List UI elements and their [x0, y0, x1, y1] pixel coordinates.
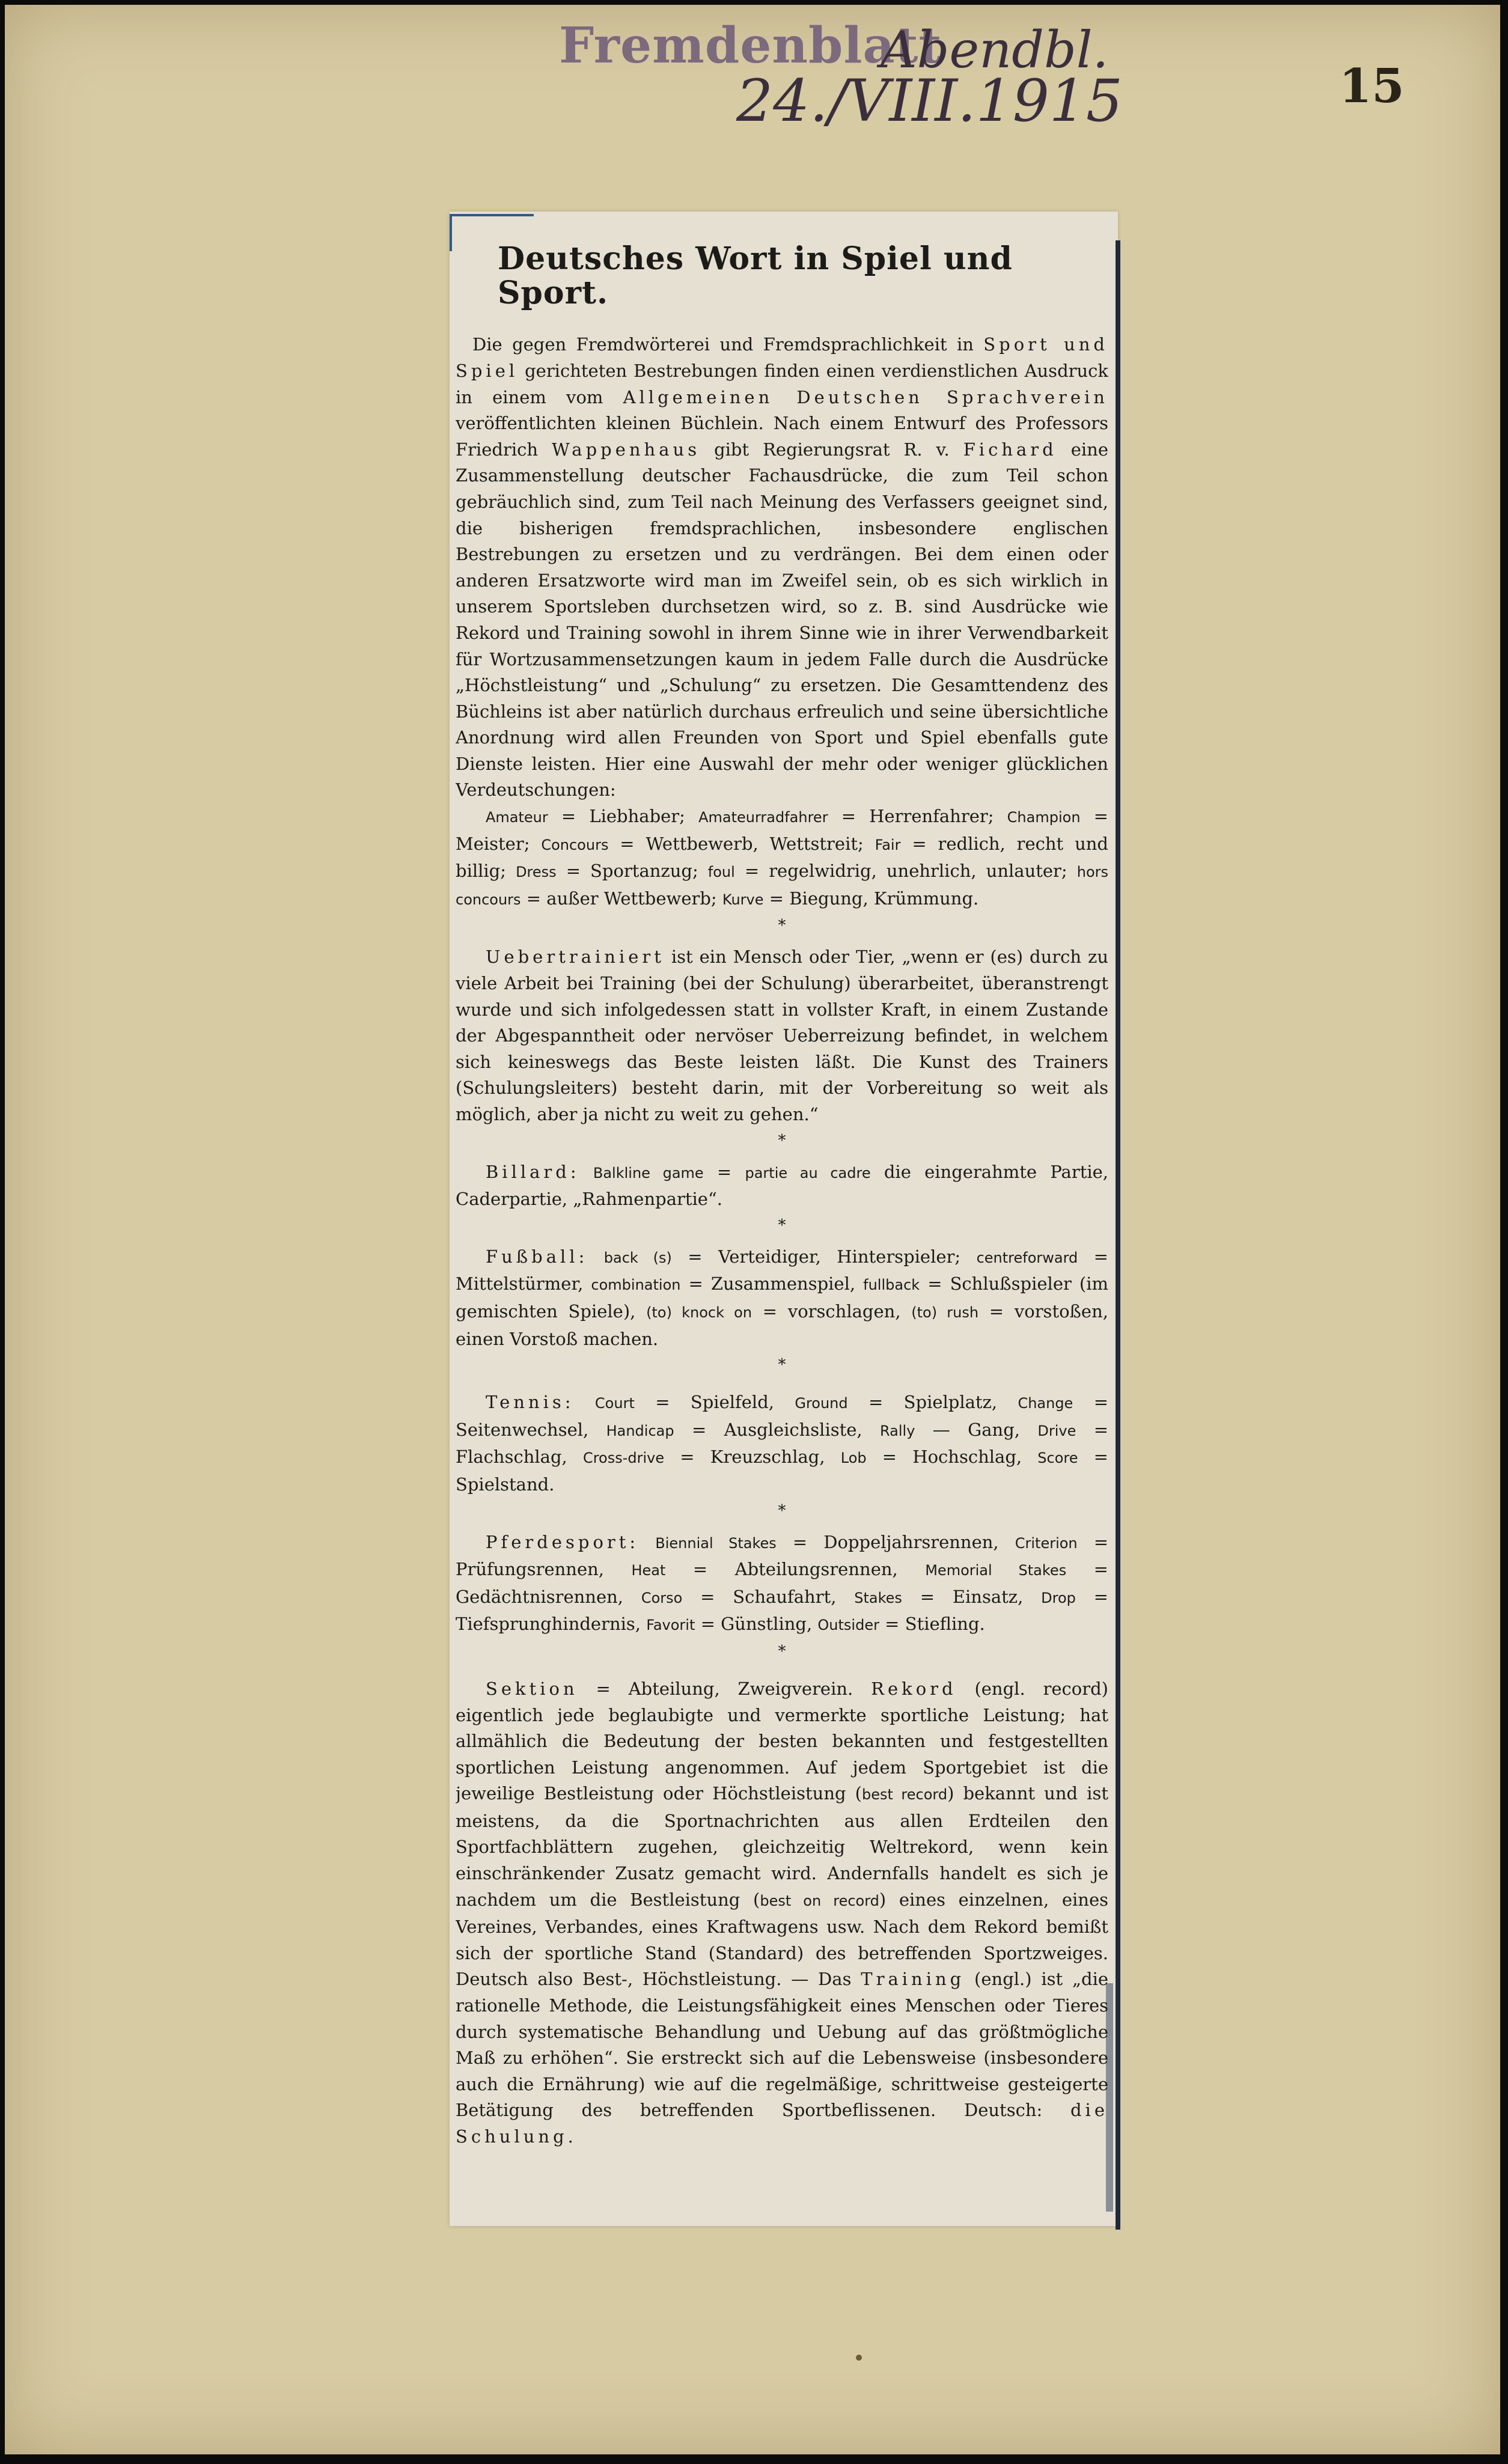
german-term: — Gang,	[915, 1419, 1038, 1440]
german-term: = Wettbewerb, Wettstreit;	[608, 833, 875, 854]
clipping-column-rule	[1116, 240, 1120, 2230]
german-term: = Spielfeld,	[634, 1392, 795, 1413]
german-term: = Verteidiger, Hinterspieler;	[671, 1246, 977, 1267]
german-term: = Gedächtnisrennen,	[456, 1559, 1108, 1607]
german-term: = regelwidrig, unehrlich, unlauter;	[734, 861, 1077, 882]
paragraph-text: ) eines einzelnen, eines Vereines, Verbandes, eines Kraftwagens usw. Nach dem Rekord bemißt sich der sportliche Stand (Standard) des betreffenden Sportzweiges. Deutsch also Best-, Höchstleistung. — Das	[456, 1889, 1108, 1990]
foreign-term: Biennial Stakes	[655, 1534, 777, 1552]
german-term: = Zusammenspiel,	[680, 1273, 864, 1295]
foreign-term: Champion	[1007, 809, 1081, 826]
foreign-term: best on record	[760, 1892, 879, 1909]
german-term: = Doppeljahrsrennen,	[776, 1531, 1015, 1552]
intro-text: gibt Regierungsrat R. v.	[700, 439, 963, 460]
german-term: = Spielstand.	[456, 1447, 1108, 1495]
article-headline: Deutsches Wort in Spiel und Sport.	[498, 242, 1013, 312]
foreign-term: Cross-drive	[582, 1450, 665, 1467]
spaced-term: die Schulung.	[456, 2100, 1108, 2147]
spaced-term: Fichard	[963, 439, 1057, 460]
foreign-term: partie au cadre	[745, 1164, 871, 1182]
german-term: =	[703, 1161, 745, 1182]
german-term: = Stiefling.	[879, 1614, 985, 1635]
german-term: = Flachschlag,	[456, 1419, 1108, 1468]
german-term: = Schaufahrt,	[682, 1586, 855, 1607]
spaced-term: Rekord	[871, 1678, 957, 1699]
foreign-term: Change	[1018, 1395, 1073, 1412]
spaced-term: Allgemeinen Deutschen Sprachverein	[623, 386, 1108, 407]
spaced-term: Sektion	[486, 1678, 578, 1699]
section-separator: *	[778, 1131, 786, 1150]
german-term: = Spielplatz,	[847, 1392, 1018, 1413]
sektion-paragraph	[456, 1676, 1108, 2150]
german-term: = Ausgleichsliste,	[674, 1419, 880, 1440]
foreign-term: (to) rush	[911, 1304, 979, 1321]
german-term: = Herrenfahrer;	[828, 806, 1007, 827]
german-term: = vorschlagen,	[752, 1301, 912, 1322]
german-term: = Schlußspieler (im gemischten Spiele),	[456, 1273, 1108, 1322]
article	[456, 242, 1108, 2219]
german-term: = Günstling,	[695, 1614, 818, 1635]
paragraph-text: (engl. record) eigentlich jede beglaubigte und vermerkte sportliche Leistung; hat allmählich die Bedeutung der besten bekannten und festgestellten sportlichen Leistung angenommen. Auf jedem Sportgebiet ist die jeweilige Bestleistung oder Höchstleistung (	[456, 1678, 1108, 1804]
german-term: = Kreuzschlag,	[664, 1447, 841, 1468]
foreign-term: Amateur	[486, 809, 548, 826]
foreign-term: Criterion	[1015, 1534, 1078, 1552]
section-separator: *	[778, 1642, 786, 1660]
handwritten-edition-note: Abendbl.	[881, 20, 1109, 79]
foreign-term: Dress	[516, 864, 557, 881]
newspaper-stamp: Fremdenblatt	[559, 17, 942, 75]
german-term: = Liebhaber;	[548, 806, 699, 827]
section-separator: *	[778, 1501, 786, 1520]
fussball-paragraph	[456, 1244, 1108, 1352]
foreign-term: Stakes	[854, 1589, 902, 1606]
section-separator: *	[778, 1216, 786, 1234]
section-separator: *	[778, 916, 786, 935]
foreign-term: fullback	[863, 1276, 920, 1294]
foreign-term: best record	[861, 1786, 948, 1804]
foreign-term: Kurve	[722, 891, 764, 908]
german-term: die eingerahmte Partie, Caderpartie, „Rahmenpartie“.	[456, 1161, 1108, 1210]
foreign-term: Rally	[880, 1422, 915, 1439]
handwritten-date: 24./VIII.1915	[736, 67, 1123, 135]
foreign-term: hors concours	[456, 864, 1108, 908]
intro-text: Die gegen Fremdwörterei und Fremdsprachlichkeit in	[472, 334, 984, 355]
tennis-paragraph	[456, 1389, 1108, 1498]
intro-text: gerichteten Bestrebungen finden einen verdienstlichen Ausdruck in einem vom	[456, 360, 1108, 407]
foreign-term: Heat	[631, 1562, 666, 1579]
german-term: = Sportanzug;	[556, 861, 708, 882]
section-term-tennis: Tennis:	[486, 1392, 575, 1413]
paragraph-text: ) bekannt und ist meistens, da die Sportnachrichten aus allen Erdteilen den Sportfachblättern zugehen, gleichzeitig Weltrekord, wenn kein einschränkender Zusatz gemacht wird. Andernfalls handelt es sich je nachdem um die Bestleistung (	[456, 1783, 1108, 1910]
foreign-term: Balkline game	[593, 1164, 704, 1182]
german-term: = Einsatz,	[902, 1586, 1042, 1607]
spaced-term: Uebertrainiert	[486, 947, 665, 968]
section-term-pferdesport: Pferdesport:	[486, 1531, 640, 1552]
german-term: = außer Wettbewerb;	[520, 888, 722, 909]
foreign-term: back (s)	[603, 1249, 672, 1266]
foreign-term: Drop	[1041, 1589, 1076, 1606]
foreign-term: (to) knock on	[646, 1304, 752, 1321]
foreign-term: Handicap	[606, 1422, 674, 1439]
paper-blemish	[856, 2355, 862, 2361]
glossary-general	[456, 804, 1108, 913]
foreign-term: Outsider	[817, 1617, 879, 1634]
spaced-term: Sport und Spiel	[456, 334, 1108, 381]
foreign-term: Concours	[541, 836, 609, 853]
spaced-term: Training	[861, 1969, 965, 1990]
section-term-billard: Billard:	[486, 1161, 580, 1182]
german-term: = Mittelstürmer,	[456, 1246, 1108, 1295]
page-number: 15	[1339, 59, 1405, 114]
foreign-term: foul	[707, 864, 735, 881]
german-term: = redlich, recht und billig;	[456, 833, 1108, 882]
paragraph-text: ist ein Mensch oder Tier, „wenn er (es) durch zu viele Arbeit bei Training (bei der Schulung) überarbeitet, überanstrengt wurde und sich infolgedessen statt in vollster Kraft, in einem Zustande der Abgespanntheit oder nervöser Ueberreizung befindet, in welchem sich keineswegs das Beste leisten läßt. Die Kunst des Trainers (Schulungsleiters) besteht darin, mit der Vorbereitung so weit als möglich, aber ja nicht zu weit zu gehen.“	[456, 947, 1108, 1124]
foreign-term: Lob	[840, 1450, 867, 1467]
foreign-term: Ground	[795, 1395, 848, 1412]
foreign-term: centreforward	[976, 1249, 1078, 1266]
foreign-term: Score	[1037, 1450, 1078, 1467]
foreign-term: Court	[594, 1395, 635, 1412]
german-term: = Seitenwechsel,	[456, 1392, 1108, 1440]
german-term: = Biegung, Krümmung.	[763, 888, 979, 909]
paragraph-text: = Abteilung, Zweigverein.	[578, 1678, 872, 1699]
training-paragraph	[456, 944, 1108, 1127]
billard-paragraph	[456, 1159, 1108, 1213]
blue-crayon-mark	[450, 214, 534, 216]
german-term: = Hochschlag,	[866, 1447, 1038, 1468]
intro-paragraph	[456, 332, 1108, 804]
german-term: = Prüfungsrennen,	[456, 1531, 1108, 1580]
german-term: = vorstoßen, einen Vorstoß machen.	[456, 1301, 1108, 1349]
paragraph-text: (engl.) ist „die rationelle Methode, die Leistungsfähigkeit eines Menschen oder Tieres durch systematische Behandlung und Uebung auf das größtmögliche Maß zu erhöhen“. Sie erstreckt sich auf die Lebensweise (insbesondere auch die Ernährung) wie auf die regelmäßige, schrittweise gesteigerte Betätigung des betreffenden Sportbeflissenen. Deutsch:	[456, 1969, 1108, 2121]
section-separator: *	[778, 1356, 786, 1374]
foreign-term: Favorit	[646, 1617, 695, 1634]
german-term: = Tiefsprunghindernis,	[456, 1586, 1108, 1635]
pferdesport-paragraph	[456, 1529, 1108, 1639]
foreign-term: Corso	[641, 1589, 683, 1606]
foreign-term: Drive	[1037, 1422, 1076, 1439]
foreign-term: Amateurradfahrer	[698, 809, 828, 826]
foreign-term: Memorial Stakes	[925, 1562, 1067, 1579]
blue-crayon-mark-vertical	[450, 214, 452, 251]
foreign-term: combination	[591, 1276, 681, 1294]
foreign-term: Fair	[875, 836, 901, 853]
spaced-term: Wappenhaus	[552, 439, 701, 460]
german-term: = Meister;	[456, 806, 1108, 854]
intro-text: eine Zusammenstellung deutscher Fachausdrücke, die zum Teil schon gebräuchlich sind, zum Teil nach Meinung des Verfassers geeignet sind, die bisherigen fremdsprachlichen, insbesondere englischen Bestrebungen zu ersetzen und zu verdrängen. Bei dem einen oder anderen Ersatzworte wird man im Zweifel sein, ob es sich wirklich in unserem Sportsleben durchsetzen wird, so z. B. sind Ausdrücke wie Rekord und Training sowohl in ihrem Sinne wie in ihrer Verwendbarkeit für Wortzusammensetzungen kaum in jedem Falle durch die Ausdrücke „Höchstleistung“ und „Schulung“ zu ersetzen. Die Gesamttendenz des Büchleins ist aber natürlich durchaus erfreulich und seine übersichtliche Anordnung wird allen Freunden von Sport und Spiel ebenfalls gute Dienste leisten. Hier eine Auswahl der mehr oder weniger glücklichen Verdeutschungen:	[456, 439, 1108, 800]
section-term-fussball: Fußball:	[486, 1246, 588, 1267]
german-term: = Abteilungsrennen,	[665, 1559, 926, 1580]
intro-text: veröffentlichten kleinen Büchlein. Nach einem Entwurf des Professors Friedrich	[456, 413, 1108, 460]
